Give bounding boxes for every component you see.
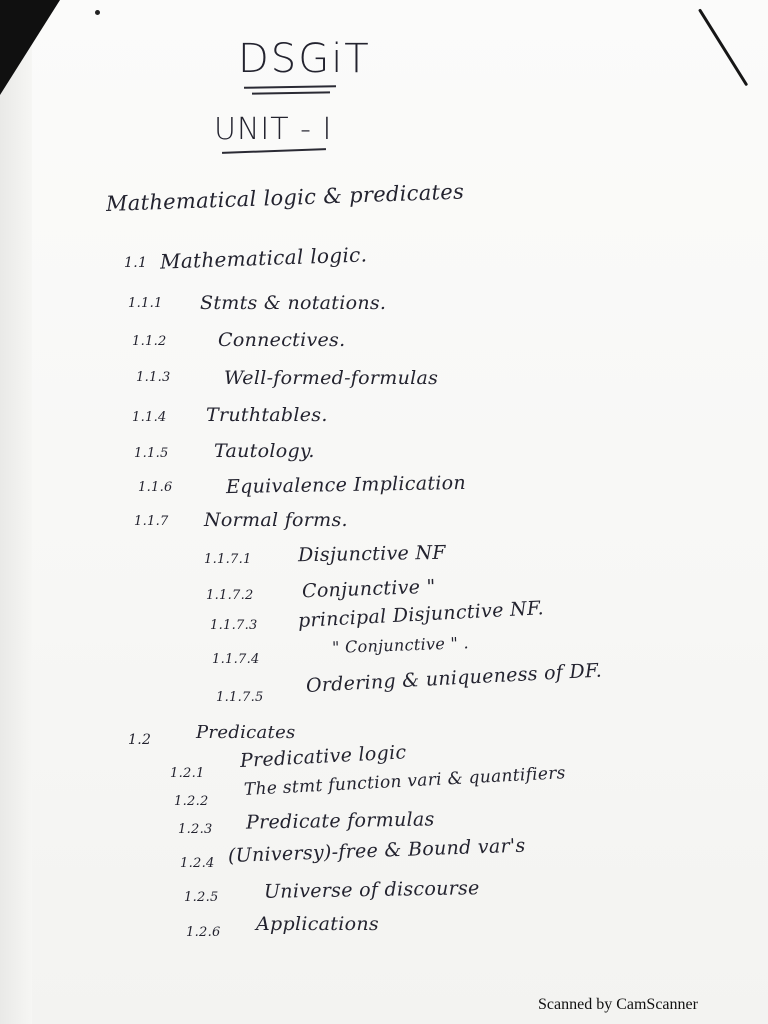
item-number: 1.2.4 — [180, 856, 215, 871]
item-text: Universe of discourse — [263, 877, 480, 903]
dark-corner — [0, 0, 60, 95]
item-text: Predicate formulas — [245, 808, 435, 834]
page-title: DSGiT — [238, 36, 371, 82]
item-number: 1.2.1 — [170, 766, 205, 781]
item-number: 1.1.7 — [134, 514, 169, 529]
item-number: 1.2.3 — [178, 822, 213, 837]
item-number: 1.1.2 — [132, 334, 167, 349]
item-text: Tautology. — [214, 440, 315, 462]
item-number: 1.2.2 — [174, 794, 209, 809]
item-text: Normal forms. — [204, 509, 348, 531]
page-edge-shadow — [0, 0, 32, 1024]
title-underline — [252, 91, 330, 94]
item-text: Conjunctive " — [301, 575, 436, 603]
item-number: 1.1.6 — [138, 480, 173, 495]
unit-title: UNIT - I — [214, 112, 333, 147]
title-underline — [244, 85, 336, 89]
pen-mark — [698, 8, 748, 86]
item-number: 1.1.7.2 — [206, 588, 254, 603]
item-text: Disjunctive NF — [297, 541, 446, 567]
item-text: Mathematical logic. — [159, 242, 368, 274]
item-number: 1.1.1 — [128, 296, 163, 311]
item-number: 1.2 — [128, 732, 152, 748]
item-number: 1.1.4 — [132, 410, 167, 425]
item-text: Equivalence Implication — [225, 471, 467, 499]
item-text: principal Disjunctive NF. — [297, 597, 545, 632]
item-number: 1.1.7.1 — [204, 552, 252, 567]
unit-underline — [222, 148, 326, 154]
item-number: 1.1 — [124, 255, 148, 271]
item-text: Well-formed-formulas — [224, 367, 439, 389]
item-number: 1.1.5 — [134, 446, 169, 461]
item-text: Predicates — [196, 722, 296, 743]
item-number: 1.1.7.5 — [216, 690, 264, 705]
item-number: 1.2.5 — [184, 890, 219, 905]
item-text: " Conjunctive " . — [331, 633, 470, 657]
item-number: 1.1.3 — [136, 370, 171, 385]
item-text: Applications — [256, 913, 379, 935]
ink-dot — [95, 10, 100, 15]
item-text: Predicative logic — [239, 741, 407, 772]
item-text: Truthtables. — [206, 404, 328, 426]
item-text: (Universy)-free & Bound var's — [227, 834, 526, 867]
item-text: The stmt function vari & quantifiers — [243, 763, 567, 800]
item-number: 1.1.7.3 — [210, 618, 258, 633]
section-heading: Mathematical logic & predicates — [105, 179, 465, 216]
item-number: 1.1.7.4 — [212, 652, 260, 667]
scanner-watermark: Scanned by CamScanner — [538, 996, 698, 1013]
item-text: Stmts & notations. — [200, 292, 387, 314]
item-number: 1.2.6 — [186, 925, 221, 940]
item-text: Ordering & uniqueness of DF. — [305, 659, 603, 697]
item-text: Connectives. — [218, 329, 346, 351]
